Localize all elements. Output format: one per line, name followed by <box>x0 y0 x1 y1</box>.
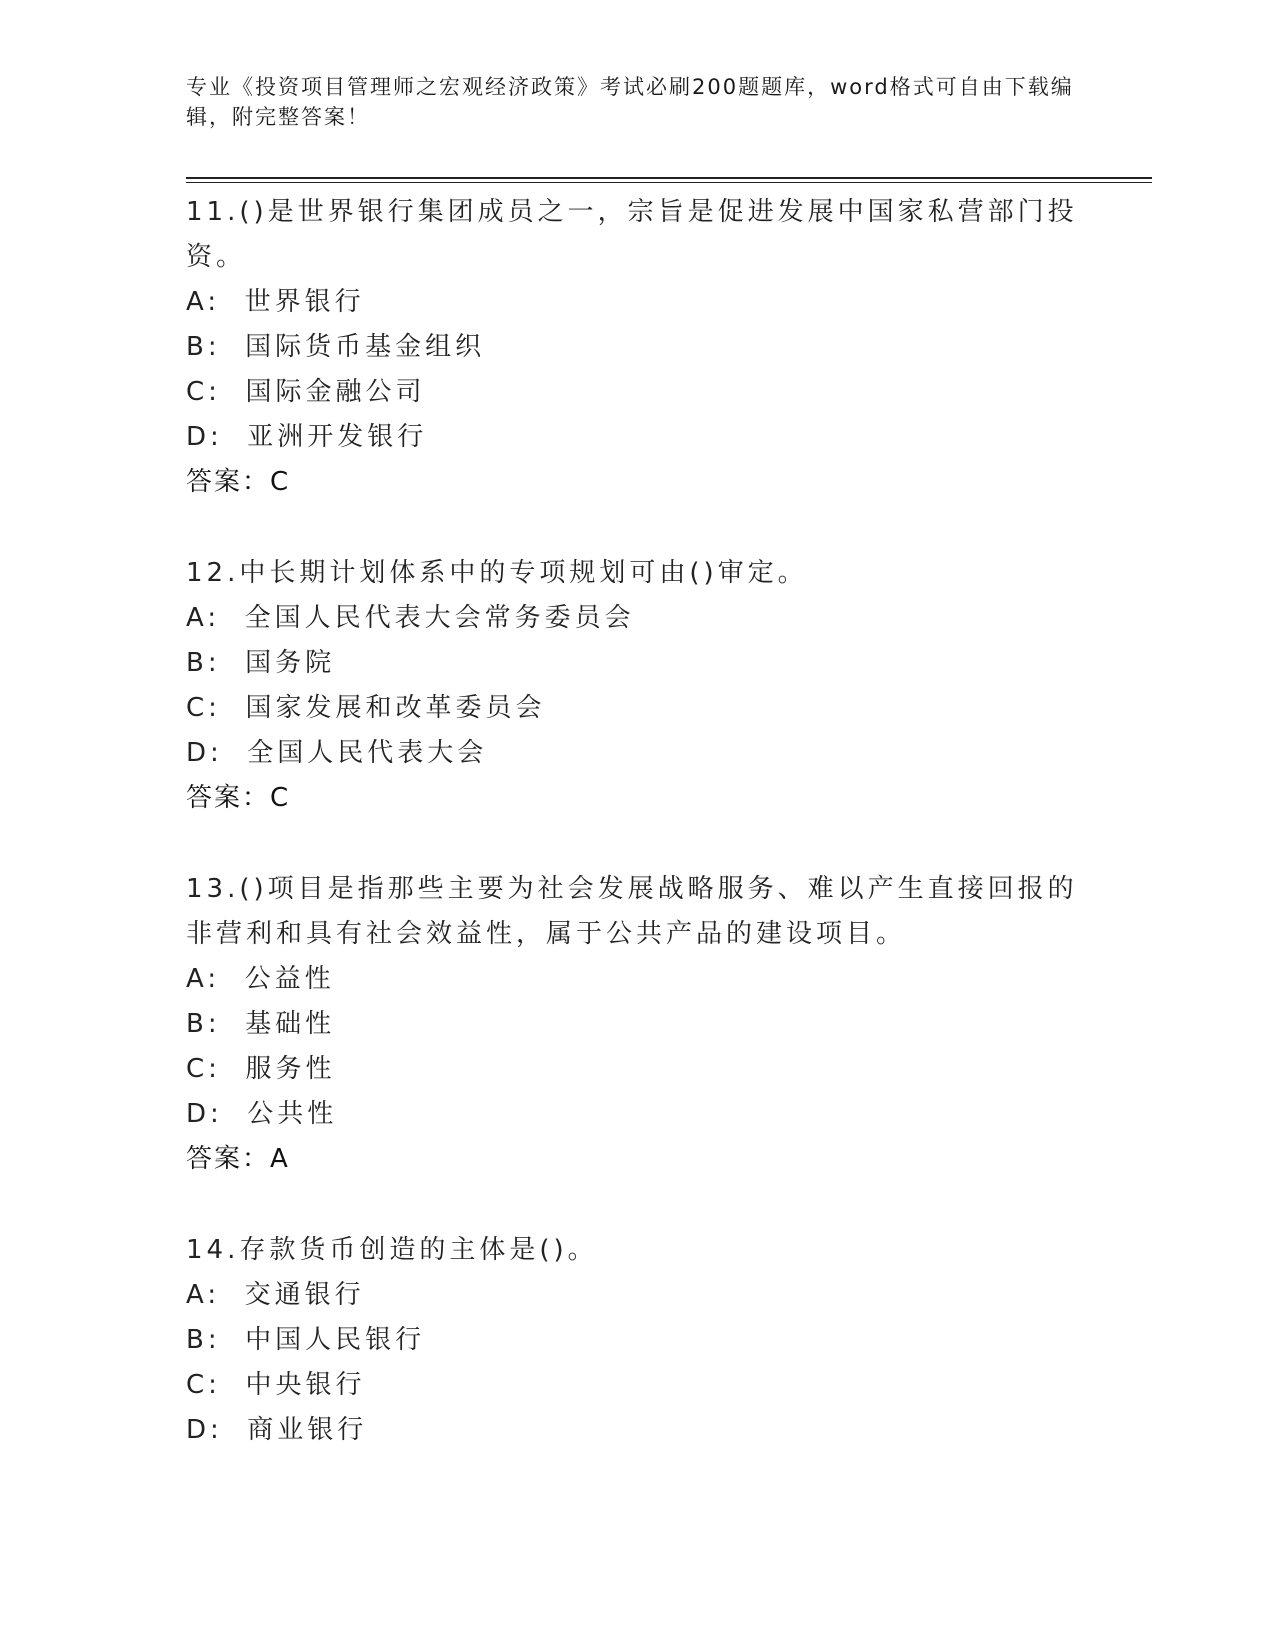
document-header: 专业《投资项目管理师之宏观经济政策》考试必刷200题题库，word格式可自由下载编辑，附完整答案！ <box>186 75 1074 129</box>
option-a: A: 公益性 <box>186 964 335 994</box>
option-c: C: 国家发展和改革委员会 <box>186 693 546 723</box>
option-b: B: 中国人民银行 <box>186 1325 426 1355</box>
question-list <box>186 190 1086 1499</box>
option-d: D: 亚洲开发银行 <box>186 422 428 452</box>
option-d: D: 全国人民代表大会 <box>186 738 488 768</box>
question-11 <box>186 190 1086 505</box>
option-b: B: 国务院 <box>186 648 336 678</box>
question-14 <box>186 1228 1086 1453</box>
question-stem: 11.()是世界银行集团成员之一，宗旨是促进发展中国家私营部门投资。 <box>186 197 1078 272</box>
option-a: A: 全国人民代表大会常务委员会 <box>186 603 635 633</box>
option-b: B: 国际货币基金组织 <box>186 332 486 362</box>
answer-line: 答案：A <box>186 1144 290 1174</box>
option-c: C: 中央银行 <box>186 1370 366 1400</box>
question-12 <box>186 551 1086 821</box>
question-13 <box>186 867 1086 1182</box>
option-c: C: 服务性 <box>186 1054 336 1084</box>
option-d: D: 公共性 <box>186 1099 338 1129</box>
answer-line: 答案：C <box>186 467 291 497</box>
header-divider <box>186 177 1152 183</box>
option-a: A: 世界银行 <box>186 287 365 317</box>
question-stem: 12.中长期计划体系中的专项规划可由()审定。 <box>186 558 808 588</box>
answer-line: 答案：C <box>186 783 291 813</box>
option-b: B: 基础性 <box>186 1009 336 1039</box>
option-d: D: 商业银行 <box>186 1415 368 1445</box>
option-c: C: 国际金融公司 <box>186 377 426 407</box>
question-stem: 13.()项目是指那些主要为社会发展战略服务、难以产生直接回报的非营利和具有社会效益性，属于公共产品的建设项目。 <box>186 874 1078 949</box>
question-stem: 14.存款货币创造的主体是()。 <box>186 1235 598 1265</box>
option-a: A: 交通银行 <box>186 1280 365 1310</box>
